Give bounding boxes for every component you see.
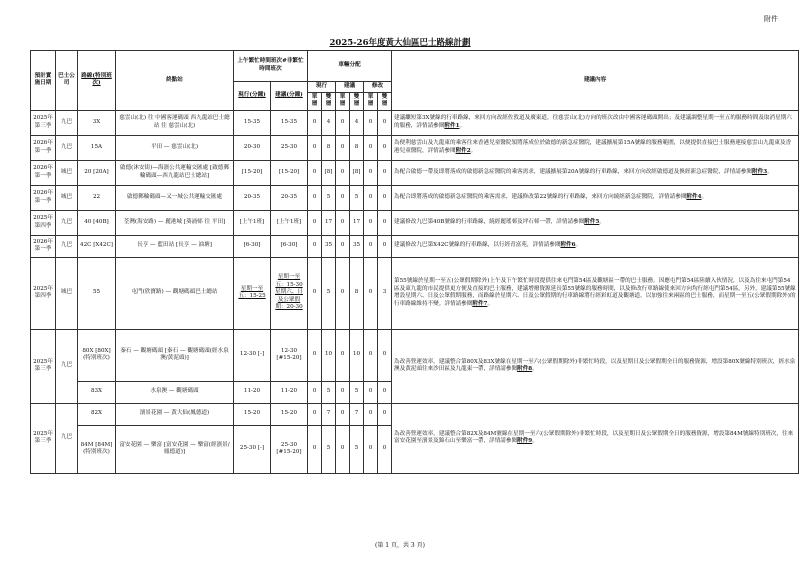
date-cell: 2025年第四季: [31, 257, 56, 329]
termini-cell: 慈雲山(北) 往 中國客運碼頭 西九龍站巴士總站 往 慈雲山(北): [116, 110, 234, 135]
termini-cell: 富安花園 — 樂富 [富安花園 — 樂富(經濱景/鳳德道)]: [116, 425, 234, 473]
route-cell: 55: [78, 257, 116, 329]
cur-single-cell: 0: [308, 329, 322, 381]
attachment-link[interactable]: 附件6: [560, 242, 576, 249]
pro-double-cell: 5: [350, 381, 364, 403]
pro-single-cell: 0: [336, 329, 350, 381]
termini-cell: 屯門(欣寶路) — 觀塘碼頭巴士總站: [116, 257, 234, 329]
attachment-link[interactable]: 附件5: [584, 218, 600, 225]
proposed-freq-cell: 15-20: [271, 403, 308, 425]
attachment-link[interactable]: 附件3: [752, 168, 768, 175]
cur-single-cell: 0: [308, 185, 322, 210]
header-proposed-freq: 建議(分鐘): [271, 82, 308, 111]
pro-double-cell: 8: [350, 257, 364, 329]
chg-double-cell: 0: [378, 425, 392, 473]
proposed-freq-cell: [6-30]: [271, 235, 308, 257]
route-plan-table: [30, 50, 799, 474]
date-cell: 2025年第三季: [31, 403, 56, 473]
current-freq-cell: 11-20: [234, 381, 271, 403]
pro-double-cell: 17: [350, 210, 364, 235]
proposed-freq-cell: [15-20]: [271, 160, 308, 185]
route-cell: 42C [X42C]: [78, 235, 116, 257]
chg-double-cell: 0: [378, 235, 392, 257]
proposed-freq-cell: [上午1班]: [271, 210, 308, 235]
table-row: [31, 403, 799, 425]
page-title: 2025-26年度黃大仙區巴士路線計劃: [329, 38, 471, 48]
chg-double-cell: 0: [378, 135, 392, 160]
route-cell: 83X: [78, 381, 116, 403]
chg-double-cell: 0: [378, 160, 392, 185]
pro-single-cell: 0: [336, 425, 350, 473]
chg-single-cell: 0: [364, 235, 378, 257]
proposed-freq-cell: 25-30 [#15-20]: [271, 425, 308, 473]
current-freq-cell: 20-30: [234, 135, 271, 160]
pro-double-cell: 10: [350, 329, 364, 381]
table-row: [31, 110, 799, 135]
header-double: 雙層: [378, 92, 392, 110]
date-cell: 2026年第一季: [31, 160, 56, 185]
chg-single-cell: 0: [364, 257, 378, 329]
chg-single-cell: 0: [364, 381, 378, 403]
header-route: 路線(特別班次): [78, 51, 116, 111]
termini-cell: 水泉澳 — 觀塘碼頭: [116, 381, 234, 403]
date-cell: 2026年第一季: [31, 185, 56, 210]
chg-double-cell: 0: [378, 185, 392, 210]
pro-single-cell: 0: [336, 135, 350, 160]
route-cell: 20 [20A]: [78, 160, 116, 185]
header-details: 建議內容: [392, 51, 799, 111]
cur-double-cell: 10: [322, 329, 336, 381]
header-single: 單層: [364, 92, 378, 110]
current-freq-cell: 15-35: [234, 110, 271, 135]
chg-double-cell: 0: [378, 329, 392, 381]
chg-single-cell: 0: [364, 110, 378, 135]
cur-double-cell: 5: [322, 425, 336, 473]
pro-single-cell: 0: [336, 210, 350, 235]
details-cell: 為改善營運效率，建議整合第80X及83X號線在星期一至六(公眾假期除外)非繁忙時段，以及星期日及公眾假期全日的服務資源，增設第80X號線特別班次，經水泉澳及黃泥頭往來沙田區及九龍東一帶，詳情請參閱附件8。: [392, 329, 799, 403]
date-cell: 2025年第三季: [31, 110, 56, 135]
termini-cell: 荃灣(海安路) — 麗港城 [葵涌邨 往 平田]: [116, 210, 234, 235]
current-freq-cell: 20-35: [234, 185, 271, 210]
cur-double-cell: 17: [322, 210, 336, 235]
current-freq-cell: 15-20: [234, 403, 271, 425]
date-cell: 2025年第三季: [31, 329, 56, 403]
chg-single-cell: 0: [364, 403, 378, 425]
current-freq-cell: [上午1班]: [234, 210, 271, 235]
header-date: 預計實施日期: [31, 51, 56, 111]
chg-single-cell: 0: [364, 135, 378, 160]
termini-cell: 濱景花園 — 黃大仙(鳳德道): [116, 403, 234, 425]
pro-single-cell: 0: [336, 257, 350, 329]
date-cell: 2026年第一季: [31, 135, 56, 160]
header-current-freq: 現行(分鐘): [234, 82, 271, 111]
route-cell: 3X: [78, 110, 116, 135]
table-row: [31, 257, 799, 329]
cur-double-cell: 5: [322, 381, 336, 403]
termini-cell: 平田 — 慈雲山(北): [116, 135, 234, 160]
chg-double-cell: 3: [378, 257, 392, 329]
cur-double-cell: 5: [322, 257, 336, 329]
cur-double-cell: [8]: [322, 160, 336, 185]
attachment-link[interactable]: 附件7: [472, 300, 488, 307]
table-row: [31, 235, 799, 257]
chg-single-cell: 0: [364, 425, 378, 473]
route-cell: 15A: [78, 135, 116, 160]
attachment-label: 附件: [764, 15, 778, 23]
header-allocation: 車輛分配: [308, 51, 392, 82]
proposed-freq-cell: 11-20: [271, 381, 308, 403]
route-cell: 80X [80X] (特別班次): [78, 329, 116, 381]
operator-cell: 九巴: [56, 403, 78, 473]
cur-single-cell: 0: [308, 257, 322, 329]
chg-double-cell: 0: [378, 110, 392, 135]
cur-single-cell: 0: [308, 425, 322, 473]
cur-single-cell: 0: [308, 403, 322, 425]
details-cell: 建議修改九巴第X42C號線的行車路線，以行經青富苑，詳情請參閱附件6。: [392, 235, 799, 257]
route-cell: 82X: [78, 403, 116, 425]
chg-double-cell: 0: [378, 403, 392, 425]
cur-single-cell: 0: [308, 160, 322, 185]
header-change: 修改: [364, 82, 392, 93]
pro-single-cell: 0: [336, 185, 350, 210]
proposed-freq-cell: 25-30: [271, 135, 308, 160]
table-row: [31, 160, 799, 185]
termini-cell: 秦石 — 觀塘碼頭 [秦石 — 觀塘碼頭(經水泉澳/黃泥頭)]: [116, 329, 234, 381]
details-cell: 為改善營運效率，建議整合第82X及84M號線在星期一至六(公眾假期除外)非繁忙時段，以及星期日及公眾假期全日的服務資源，增設第84M號線特別班次，往來富安花園至濱景及錦石山至樂富一帶，詳情請參閱附件9。: [392, 403, 799, 473]
pro-double-cell: 4: [350, 110, 364, 135]
details-cell: 為配合啟德一帶及即將落成的啟德新急症醫院的乘客需求，建議擴展第20A號線的行車路線，來回方向改經啟德道及換經新急症醫院，詳情請參閱附件3。: [392, 160, 799, 185]
cur-double-cell: 4: [322, 110, 336, 135]
operator-cell: 九巴: [56, 135, 78, 160]
pro-double-cell: 8: [350, 135, 364, 160]
cur-double-cell: 8: [322, 135, 336, 160]
chg-single-cell: 0: [364, 329, 378, 381]
details-cell: 為便利慈雲山及九龍東的乘客往來香港兒童醫院領將落成位於啟德的新急症醫院，建議擴展第15A號線的服務範圍，以便提供直接巴士服務連接慈雲山九龍東及香港兒童醫院，詳情請參閱附件2。: [392, 135, 799, 160]
header-operator: 巴士公司: [56, 51, 78, 111]
proposed-freq-cell: 15-35: [271, 110, 308, 135]
header-double: 雙層: [350, 92, 364, 110]
cur-single-cell: 0: [308, 110, 322, 135]
cur-double-cell: 7: [322, 403, 336, 425]
pro-double-cell: [8]: [350, 160, 364, 185]
operator-cell: 九巴: [56, 329, 78, 403]
details-cell: 建議修改九巴第40B號線的行車路線，繞經麗瑤邨及坪石邨一帶，詳情請參閱附件5。: [392, 210, 799, 235]
operator-cell: 九巴: [56, 235, 78, 257]
chg-single-cell: 0: [364, 210, 378, 235]
cur-double-cell: 5: [322, 185, 336, 210]
chg-single-cell: 0: [364, 185, 378, 210]
pro-double-cell: 5: [350, 425, 364, 473]
current-freq-cell: [15-20]: [234, 160, 271, 185]
current-freq-cell: 12-30 [-]: [234, 329, 271, 381]
operator-cell: 城巴: [56, 185, 78, 210]
header-single: 單層: [308, 92, 322, 110]
pro-single-cell: 0: [336, 160, 350, 185]
proposed-freq-cell: 20-35: [271, 185, 308, 210]
attachment-link[interactable]: 附件4: [686, 193, 702, 200]
table-row: [31, 210, 799, 235]
header-termini: 終點站: [116, 51, 234, 111]
date-cell: 2026年第一季: [31, 235, 56, 257]
page-footer: (第 1 頁，共 3 頁): [375, 542, 425, 549]
pro-double-cell: 7: [350, 403, 364, 425]
header-single: 單層: [336, 92, 350, 110]
table-row: [31, 185, 799, 210]
termini-cell: 啟德(沐安街)—海濱公共運輸交匯處 [啟德郵輪碼頭—西九龍站巴士總站]: [116, 160, 234, 185]
pro-double-cell: 35: [350, 235, 364, 257]
operator-cell: 城巴: [56, 160, 78, 185]
attachment-link[interactable]: 附件9: [517, 438, 533, 445]
table-row: [31, 329, 799, 381]
operator-cell: 九巴: [56, 110, 78, 135]
route-cell: 22: [78, 185, 116, 210]
attachment-link[interactable]: 附件8: [517, 366, 533, 373]
date-cell: 2025年第四季: [31, 210, 56, 235]
chg-single-cell: 0: [364, 160, 378, 185]
termini-cell: 啟德郵輪碼頭—又一城公共運輸交匯處: [116, 185, 234, 210]
current-freq-cell: 25-30 [-]: [234, 425, 271, 473]
cur-single-cell: 0: [308, 235, 322, 257]
proposed-freq-cell: 12-30 [#15-20]: [271, 329, 308, 381]
pro-single-cell: 0: [336, 235, 350, 257]
route-cell: 84M [84M] (特別班次): [78, 425, 116, 473]
proposed-freq-cell: 星期一至五：15-30 星期六、日及公眾假期：20-30: [271, 257, 308, 329]
cur-single-cell: 0: [308, 210, 322, 235]
header-peak: 上午繁忙時間班次#非繁忙時間班次: [234, 51, 308, 82]
pro-single-cell: 0: [336, 110, 350, 135]
operator-cell: 城巴: [56, 257, 78, 329]
termini-cell: 長亨 — 藍田站 [長亨 — 油塘]: [116, 235, 234, 257]
details-cell: 第55號線於星期一至五(公眾假期除外)上午及下午繁忙時段提供往來屯門第54區及觀塘區一帶的巴士服務。因應屯門第54區陸續入伙情況，以及為往來屯門第54區及東九龍的市民提供更方便及直接的巴士服務，建議增撥資源延長第55號線的服務時間，以及修改行車路線使來回方向均行經屯門第54區。另外，建議第55號線增設星期六、日及公眾假期服務，而路線於星期六、日及公眾假期的行車路線將行經彩虹道及觀塘道，以加強往來兩區的巴士服務，而星期一至五(公眾假期除外)的行車路線維持不變。詳情請參閱附件7。: [392, 257, 799, 329]
details-cell: 建議繼短第3X號線的行車路線，來回方向改經佐敦道及廣東道，往慈雲山(北)方向的班次改由中國客運碼頭開出；及建議調整星期一至五的服務時間及取消星期六的服務，詳情請參閱附件1。: [392, 110, 799, 135]
current-freq-cell: [6-30]: [234, 235, 271, 257]
route-cell: 40 [40B]: [78, 210, 116, 235]
current-freq-cell: 星期一至五：15-25: [234, 257, 271, 329]
table-row: [31, 135, 799, 160]
attachment-link[interactable]: 附件1: [444, 122, 460, 129]
chg-double-cell: 0: [378, 210, 392, 235]
header-current: 現行: [308, 82, 336, 93]
details-cell: 為配合即將落成的啟德新急症醫院的乘客需求，建議修改第22號線的行車路線，來回方向繞經新急症醫院，詳情請參閱附件4。: [392, 185, 799, 210]
chg-double-cell: 0: [378, 381, 392, 403]
cur-single-cell: 0: [308, 135, 322, 160]
header-double: 雙層: [322, 92, 336, 110]
pro-single-cell: 0: [336, 381, 350, 403]
cur-single-cell: 0: [308, 381, 322, 403]
pro-double-cell: 5: [350, 185, 364, 210]
header-proposed: 建議: [336, 82, 364, 93]
operator-cell: 九巴: [56, 210, 78, 235]
attachment-link[interactable]: 附件2: [455, 147, 471, 154]
pro-single-cell: 0: [336, 403, 350, 425]
cur-double-cell: 35: [322, 235, 336, 257]
